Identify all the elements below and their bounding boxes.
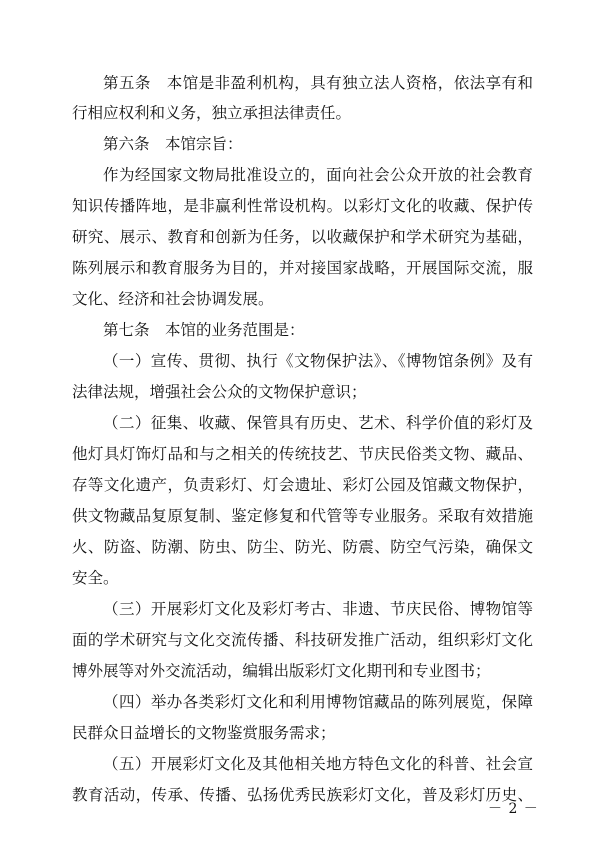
item-2-line-3: 存等文化遗产，负责彩灯、灯会遗址、彩灯公园及馆藏文物保护，: [72, 476, 533, 494]
article-6-line-3: 研究、展示、教育和创新为任务，以收藏保护和学术研究为基础，: [72, 228, 533, 246]
item-5-line-2: 教育活动，传承、传播、弘扬优秀民族彩灯文化，普及彩灯历史、: [72, 786, 533, 804]
item-1-line-1: （一）宣传、贯彻、执行《文物保护法》、《博物馆条例》及有: [103, 352, 533, 370]
item-2-line-5: 火、防盗、防潮、防虫、防尘、防光、防震、防空气污染，确保文: [72, 538, 533, 556]
page-number: － 2 －: [488, 801, 539, 817]
article-6-line-1: 作为经国家文物局批准设立的，面向社会公众开放的社会教育: [103, 166, 533, 184]
item-3-line-2: 面的学术研究与文化交流传播、科技研发推广活动，组织彩灯文化: [72, 631, 533, 649]
item-4-line-2: 民群众日益增长的文物鉴赏服务需求；: [72, 724, 336, 742]
item-2-line-6: 安全。: [72, 569, 119, 587]
item-2-line-1: （二）征集、收藏、保管具有历史、艺术、科学价值的彩灯及: [103, 414, 533, 432]
item-2-line-4: 供文物藏品复原复制、鉴定修复和代管等专业服务。采取有效措施: [72, 507, 533, 525]
article-6-line-4: 陈列展示和教育服务为目的，并对接国家战略，开展国际交流，服: [72, 259, 533, 277]
item-3-line-1: （三）开展彩灯文化及彩灯考古、非遗、节庆民俗、博物馆等: [103, 600, 533, 618]
article-7-heading: 第七条 本馆的业务范围是：: [103, 321, 305, 339]
article-6-line-5: 文化、经济和社会协调发展。: [72, 290, 274, 308]
article-5-line-2: 行相应权利和义务，独立承担法律责任。: [72, 104, 352, 122]
item-5-line-1: （五）开展彩灯文化及其他相关地方特色文化的科普、社会宣: [103, 755, 533, 773]
item-2-line-2: 他灯具灯饰灯品和与之相关的传统技艺、节庆民俗类文物、藏品、: [72, 445, 533, 463]
article-6-heading: 第六条 本馆宗旨：: [103, 135, 243, 153]
article-6-line-2: 知识传播阵地，是非赢利性常设机构。以彩灯文化的收藏、保护传: [72, 197, 533, 215]
item-1-line-2: 法律法规，增强社会公众的文物保护意识；: [72, 383, 367, 401]
item-3-line-3: 博外展等对外交流活动，编辑出版彩灯文化期刊和专业图书；: [72, 662, 491, 680]
item-4-line-1: （四）举办各类彩灯文化和利用博物馆藏品的陈列展览，保障: [103, 693, 533, 711]
article-5-line-1: 第五条 本馆是非盈利机构，具有独立法人资格，依法享有和: [103, 74, 533, 92]
